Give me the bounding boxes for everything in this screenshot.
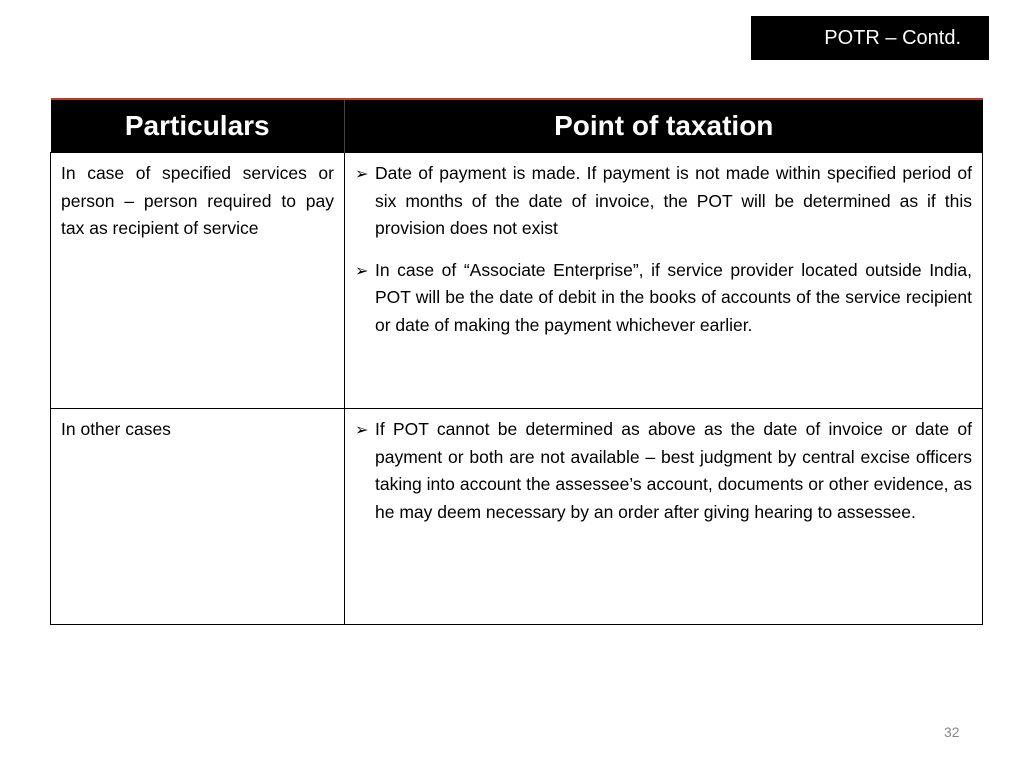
- taxation-table: [50, 98, 983, 625]
- table-row: [51, 153, 983, 409]
- table-header-row: [51, 99, 983, 153]
- point-item: [355, 416, 972, 526]
- point-text: If POT cannot be determined as above as the date of invoice or date of payment or both are not available – best judgment by central excise officers taking into account the assessee’s account, documents or other evidence, as he may deem necessary by an order after giving hearing to assessee.: [375, 419, 972, 522]
- slide-title-box: [751, 16, 989, 60]
- table-row: [51, 409, 983, 625]
- point-item: [355, 160, 972, 243]
- page-number: 32: [944, 724, 960, 740]
- header-point-of-taxation: Point of taxation: [345, 99, 983, 153]
- point-text: Date of payment is made. If payment is not made within specified period of six months of the date of invoice, the POT will be determined as if this provision does not exist: [375, 163, 972, 238]
- point-cell: [345, 409, 983, 625]
- point-text: In case of “Associate Enterprise”, if service provider located outside India, POT will be the date of debit in the books of accounts of the service recipient or date of making the payment whichever earlier.: [375, 259, 972, 335]
- particular-cell: In case of specified services or person – person required to pay tax as recipient of service: [51, 153, 345, 409]
- arrowhead-bullet-icon: ➢: [355, 420, 369, 439]
- point-item: [355, 257, 972, 340]
- slide-title: POTR – Contd.: [824, 26, 961, 49]
- point-cell: [345, 153, 983, 409]
- particular-cell: In other cases: [51, 409, 345, 625]
- arrowhead-bullet-icon: ➢: [355, 164, 369, 183]
- taxation-table-container: [50, 98, 982, 625]
- header-particulars: Particulars: [51, 99, 345, 153]
- arrowhead-bullet-icon: ➢: [355, 260, 369, 280]
